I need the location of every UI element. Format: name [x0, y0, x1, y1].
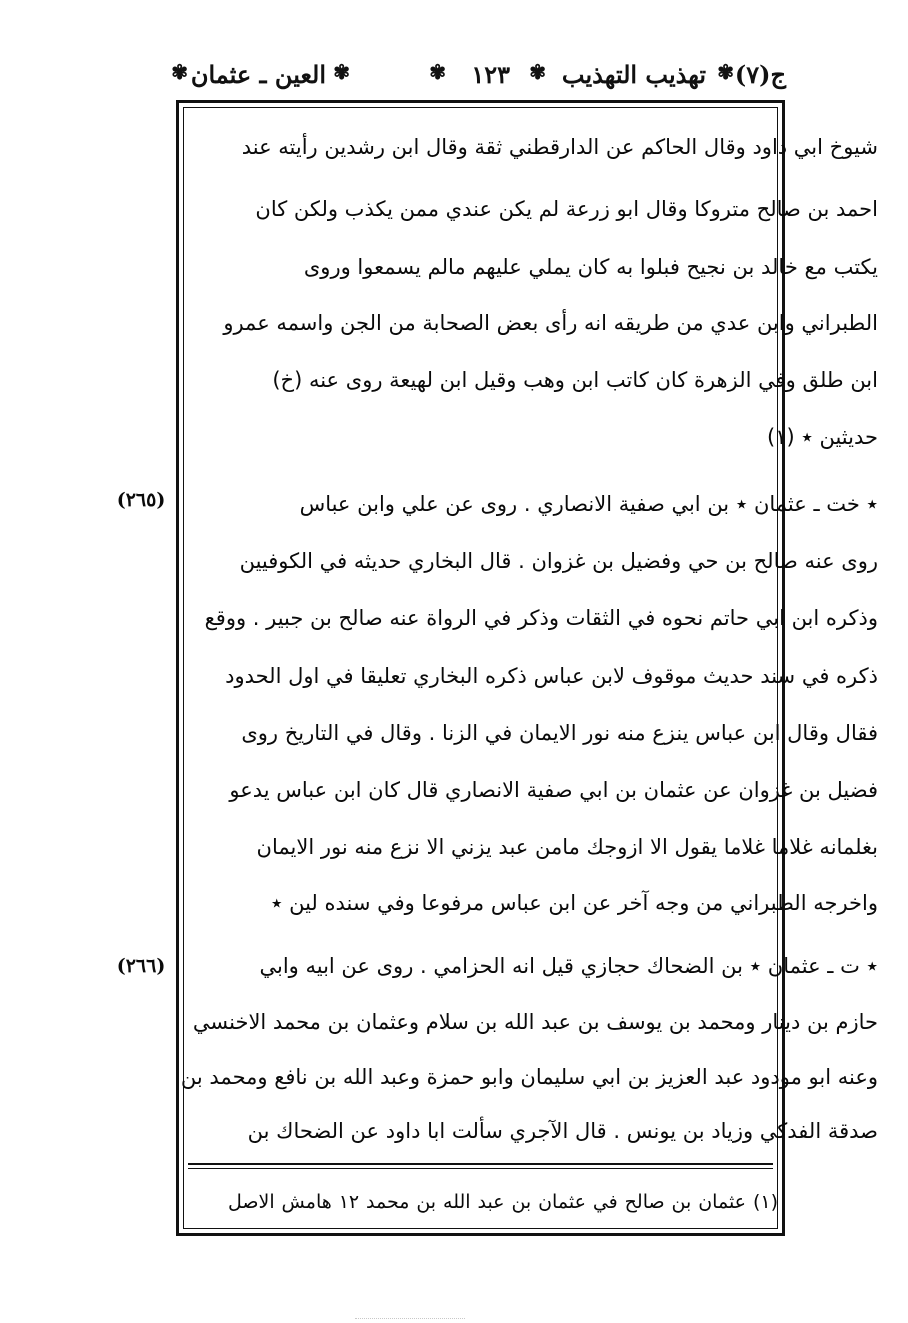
text-line: احمد بن صالح متروكا وقال ابو زرعة لم يكن عندي ممن يكذب ولكن كان — [255, 197, 878, 221]
text-line: وعنه ابو مودود عبد العزيز بن ابي سليمان وابو حمزة وعبد الله بن نافع ومحمد بن — [180, 1065, 878, 1089]
entry-number: (٢٦٥) — [116, 489, 166, 511]
text-line: فضيل بن غزوان عن عثمان بن ابي صفية الانصاري قال كان ابن عباس يدعو — [229, 778, 878, 802]
text-line: وذكره ابن ابي حاتم نحوه في الثقات وذكر في الرواة عنه صالح بن جبير . ووقع — [204, 606, 878, 630]
text-line: يكتب مع خالد بن نجيح فبلوا به كان يملي عليهم مالم يسمعوا وروى — [303, 255, 878, 279]
page-number: ١٢٣ — [471, 60, 510, 89]
text-line: حازم بن دينار ومحمد بن يوسف بن عبد الله بن سلام وعثمان بن محمد الاخنسي — [192, 1010, 878, 1034]
ornament-icon: ✾ — [333, 60, 350, 84]
text-line: فقال وقال ابن عباس ينزع منه نور الايمان في الزنا . وقال في التاريخ روى — [241, 721, 878, 745]
ornament-icon: ✾ — [171, 60, 188, 84]
footnote-divider-thin — [188, 1168, 773, 1169]
text-line: صدقة الفدكي وزياد بن يونس . قال الآجري سألت ابا داود عن الضحاك بن — [247, 1119, 878, 1143]
volume-label: ج(٧) — [734, 60, 786, 89]
text-line: بغلمانه غلاما غلاما يقول الا ازوجك مامن عبد يزني الا نزع منه نور الايمان — [256, 835, 878, 859]
book-title: تهذيب التهذيب — [561, 60, 706, 89]
text-line: شيوخ ابي داود وقال الحاكم عن الدارقطني ثقة وقال ابن رشدين رأيته عند — [241, 135, 878, 159]
ornament-icon: ✾ — [529, 60, 546, 84]
text-line: ٭ خت ـ عثمان ٭ بن ابي صفية الانصاري . روى عن علي وابن عباس — [299, 492, 878, 516]
ornament-icon: ✾ — [429, 60, 446, 84]
footnote: (١) عثمان بن صالح في عثمان بن عبد الله بن محمد ١٢ هامش الاصل — [228, 1191, 778, 1213]
text-line: ابن طلق وفي الزهرة كان كاتب ابن وهب وقيل ابن لهيعة روى عنه (خ) — [272, 368, 878, 392]
scan-artifact — [355, 1318, 465, 1321]
footnote-divider — [188, 1163, 773, 1165]
page-header — [170, 58, 792, 100]
ornament-icon: ✾ — [717, 60, 734, 84]
text-line: روى عنه صالح بن حي وفضيل بن غزوان . قال البخاري حديثه في الكوفيين — [239, 549, 878, 573]
text-line: ٭ ت ـ عثمان ٭ بن الضحاك حجازي قيل انه الحزامي . روى عن ابيه وابي — [259, 954, 878, 978]
text-line: حديثين ٭ (١) — [767, 425, 878, 449]
text-line: ذكره في سند حديث موقوف لابن عباس ذكره البخاري تعليقا في اول الحدود — [225, 664, 878, 688]
text-line: الطبراني وابن عدي من طريقه انه رأى بعض الصحابة من الجن واسمه عمرو — [223, 311, 878, 335]
entry-number: (٢٦٦) — [116, 955, 166, 977]
section-title: العين ـ عثمان — [190, 60, 326, 89]
text-line: واخرجه الطبراني من وجه آخر عن ابن عباس مرفوعا وفي سنده لين ٭ — [270, 891, 878, 915]
